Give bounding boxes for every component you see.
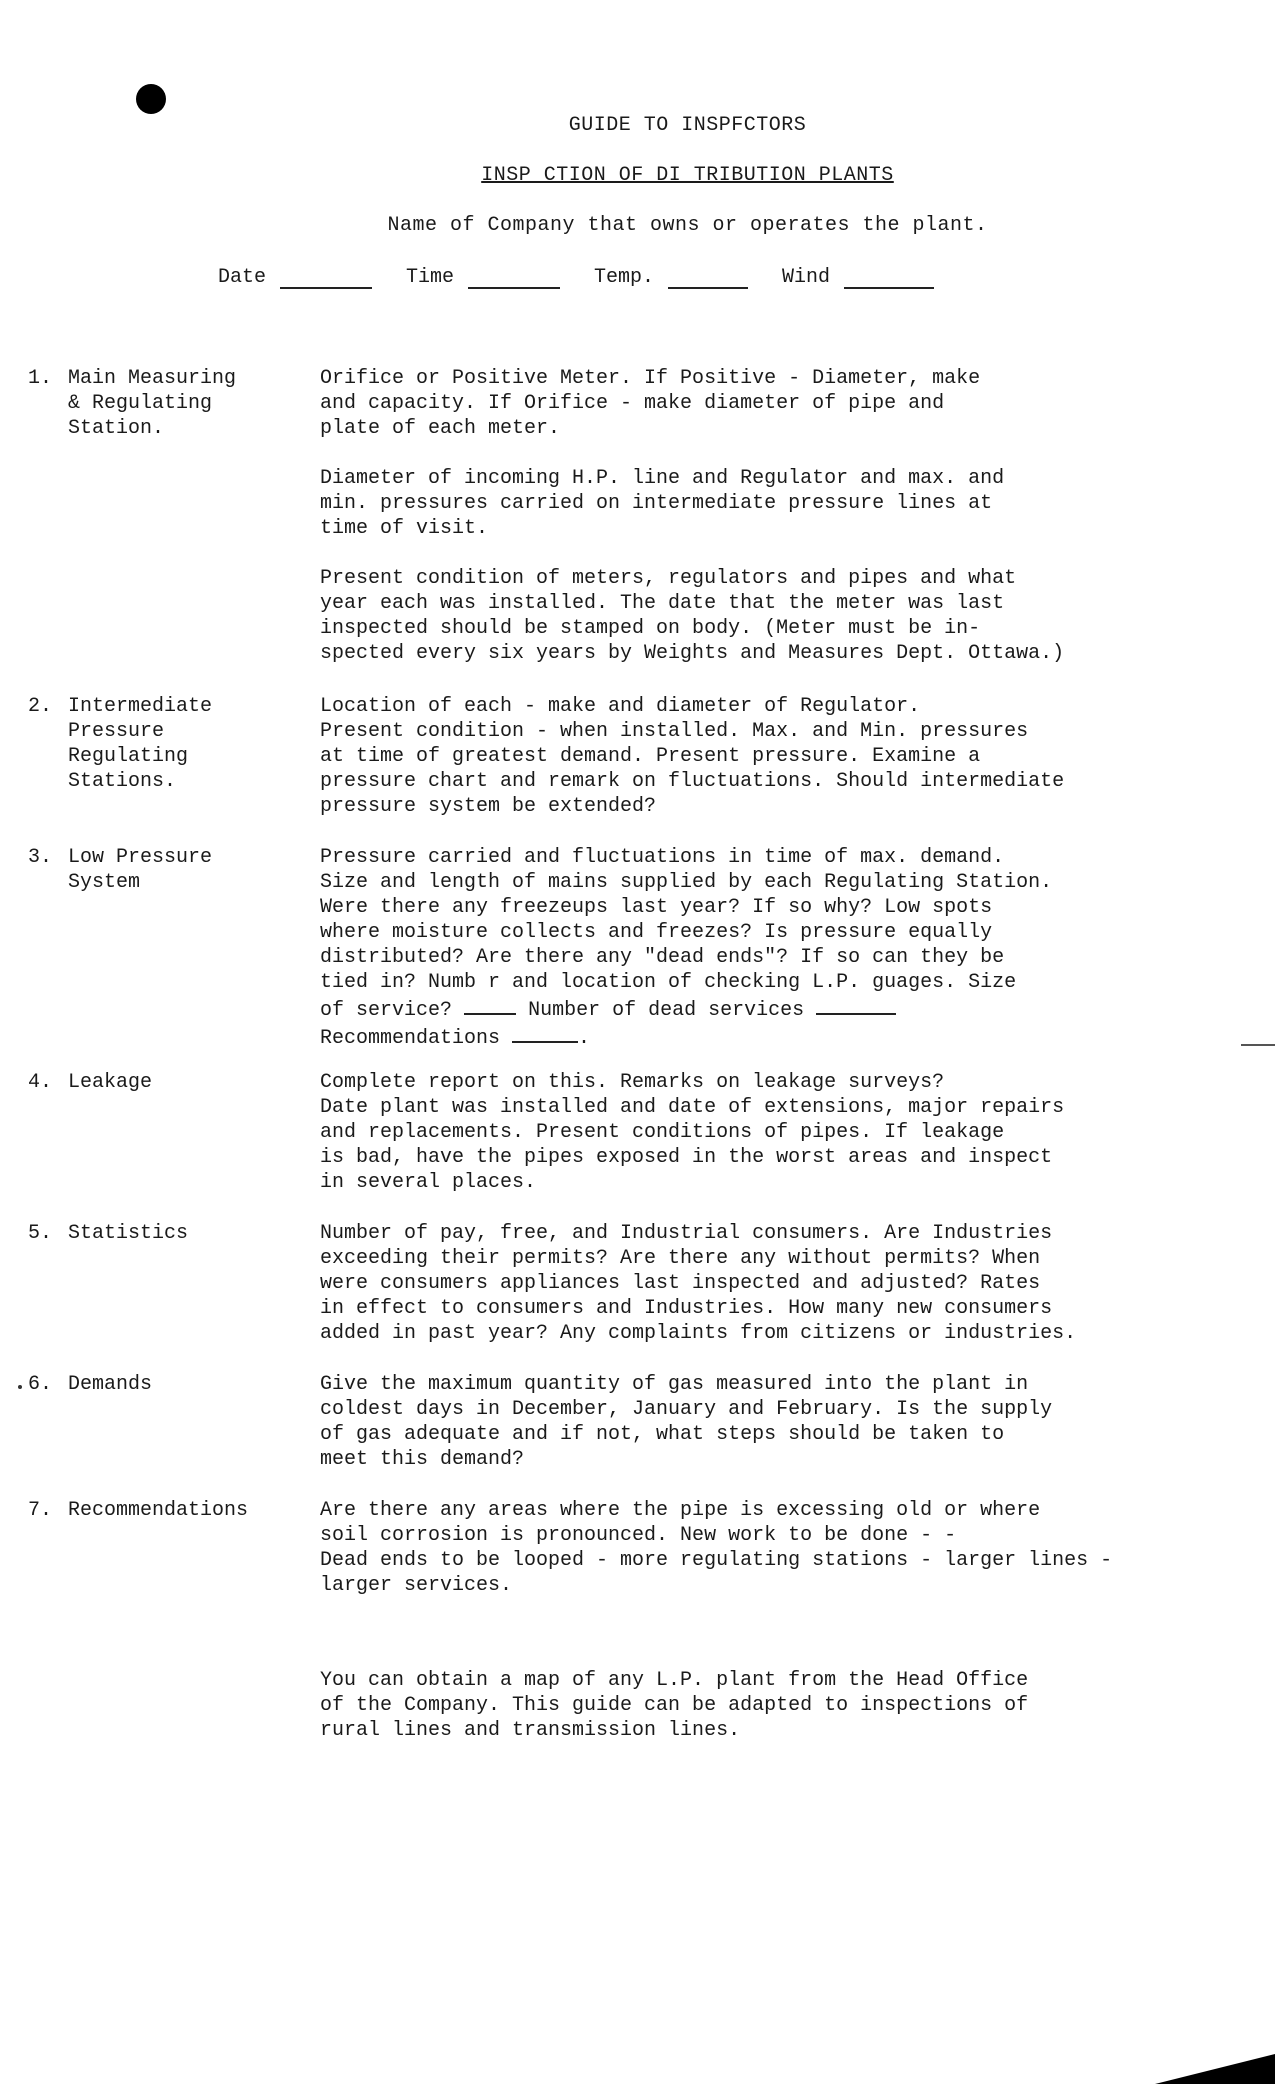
scan-corner-shadow bbox=[1155, 2054, 1275, 2084]
section-body bbox=[320, 1372, 1180, 1497]
service-label: of service? bbox=[320, 999, 453, 1022]
service-blank bbox=[464, 995, 516, 1015]
section-label: Main Measuring & Regulating Station. bbox=[68, 367, 237, 440]
section-paragraph: Are there any areas where the pipe is excessing old or where soil corrosion is pronounced. New work to be done - - Dead ends to be looped - more regulating stations - larger lines - larger services. bbox=[320, 1499, 1113, 1597]
time-label: Time bbox=[406, 266, 455, 289]
section-number: 5. bbox=[28, 1222, 53, 1245]
section-paragraph: Location of each - make and diameter of Regulator. Present condition - when installed. Max. and Min. pressures at time of greatest demand. Present pressure. Examine a pressure chart and remark on fluctuations. Should intermediate pressure system be extended? bbox=[320, 695, 1065, 818]
section-label: Intermediate Pressure Regulating Stations. bbox=[68, 695, 213, 793]
document-title: GUIDE TO INSPFCTORS bbox=[568, 114, 807, 137]
section-body bbox=[320, 1221, 1180, 1371]
section-paragraph: Present condition of meters, regulators and pipes and what year each was installed. The date that the meter was last inspected should be stamped on body. (Meter must be in- spected every six years by Weights and Measures Dept. Ottawa.) bbox=[320, 567, 1065, 665]
section-label: Low Pressure System bbox=[68, 846, 213, 894]
section-label: Recommendations bbox=[68, 1499, 249, 1522]
recommendations-blank bbox=[512, 1023, 578, 1043]
document-heading: INSP CTION OF DI TRIBUTION PLANTS bbox=[481, 164, 894, 187]
section-label: Statistics bbox=[68, 1222, 189, 1245]
section-number: 4. bbox=[28, 1071, 53, 1094]
section-paragraph: Complete report on this. Remarks on leakage surveys? Date plant was installed and date of extensions, major repairs and replacements. Present conditions of pipes. If leakage is bad, have the pipes exposed in the worst areas and inspect in several places. bbox=[320, 1071, 1065, 1194]
recommendations-label: Recommendations bbox=[320, 1027, 501, 1050]
temp-blank bbox=[668, 267, 748, 289]
section-body bbox=[320, 694, 1180, 844]
section-body bbox=[320, 1498, 1180, 1623]
wind-field bbox=[782, 266, 968, 289]
section-paragraph: Orifice or Positive Meter. If Positive - Diameter, make and capacity. If Orifice - make diameter of pipe and plate of each meter. bbox=[320, 367, 981, 440]
punch-hole-mark bbox=[136, 84, 166, 114]
section-body bbox=[320, 1070, 1180, 1220]
section-paragraph: Pressure carried and fluctuations in time of max. demand. Size and length of mains supplied by each Regulating Station. Were there any freezeups last year? If so why? Low spots where moisture collects and freezes? Is pressure equally distributed? Are there any "dead ends"? If so can they be tied in? Numb r and location of checking L.P. guages. Size bbox=[320, 846, 1053, 994]
section-body bbox=[320, 366, 1180, 691]
date-label: Date bbox=[218, 266, 267, 289]
footer-note: You can obtain a map of any L.P. plant from the Head Office of the Company. This guide can be adapted to inspections of rural lines and transmission lines. bbox=[320, 1669, 1029, 1742]
section-number: 1. bbox=[28, 367, 53, 390]
temp-label: Temp. bbox=[594, 266, 655, 289]
margin-tick bbox=[1241, 1044, 1275, 1046]
time-blank bbox=[468, 267, 560, 289]
wind-label: Wind bbox=[782, 266, 831, 289]
section-paragraph: Number of pay, free, and Industrial consumers. Are Industries exceeding their permits? Are there any without permits? When were consumers appliances last inspected and adjusted? Rates in effect to consumers and Industries. How many new consumers added in past year? Any complaints from citizens or industries. bbox=[320, 1222, 1077, 1345]
date-field bbox=[218, 266, 406, 289]
section-label: Leakage bbox=[68, 1071, 153, 1094]
section-label: Demands bbox=[68, 1373, 153, 1396]
section-number: 3. bbox=[28, 846, 53, 869]
temp-field bbox=[594, 266, 782, 289]
time-field bbox=[406, 266, 594, 289]
section-number: 2. bbox=[28, 695, 53, 718]
section-paragraph: Diameter of incoming H.P. line and Regulator and max. and min. pressures carried on intermediate pressure lines at time of visit. bbox=[320, 467, 1005, 540]
company-name-prompt: Name of Company that owns or operates the plant. bbox=[387, 214, 988, 237]
recommendations-line: Recommendations . bbox=[320, 1023, 1180, 1051]
dead-services-blank bbox=[816, 995, 896, 1015]
service-line bbox=[320, 995, 1180, 1023]
visit-fields-row bbox=[218, 266, 968, 289]
dead-services-label: Number of dead services bbox=[528, 999, 805, 1022]
wind-blank bbox=[844, 267, 934, 289]
section-body bbox=[320, 845, 1180, 1051]
margin-mark bbox=[18, 1385, 22, 1389]
date-blank bbox=[280, 267, 372, 289]
section-paragraph: Give the maximum quantity of gas measured into the plant in coldest days in December, January and February. Is the supply of gas adequate and if not, what steps should be taken to meet this demand? bbox=[320, 1373, 1053, 1471]
section-number: 6. bbox=[28, 1373, 53, 1396]
section-number: 7. bbox=[28, 1499, 53, 1522]
